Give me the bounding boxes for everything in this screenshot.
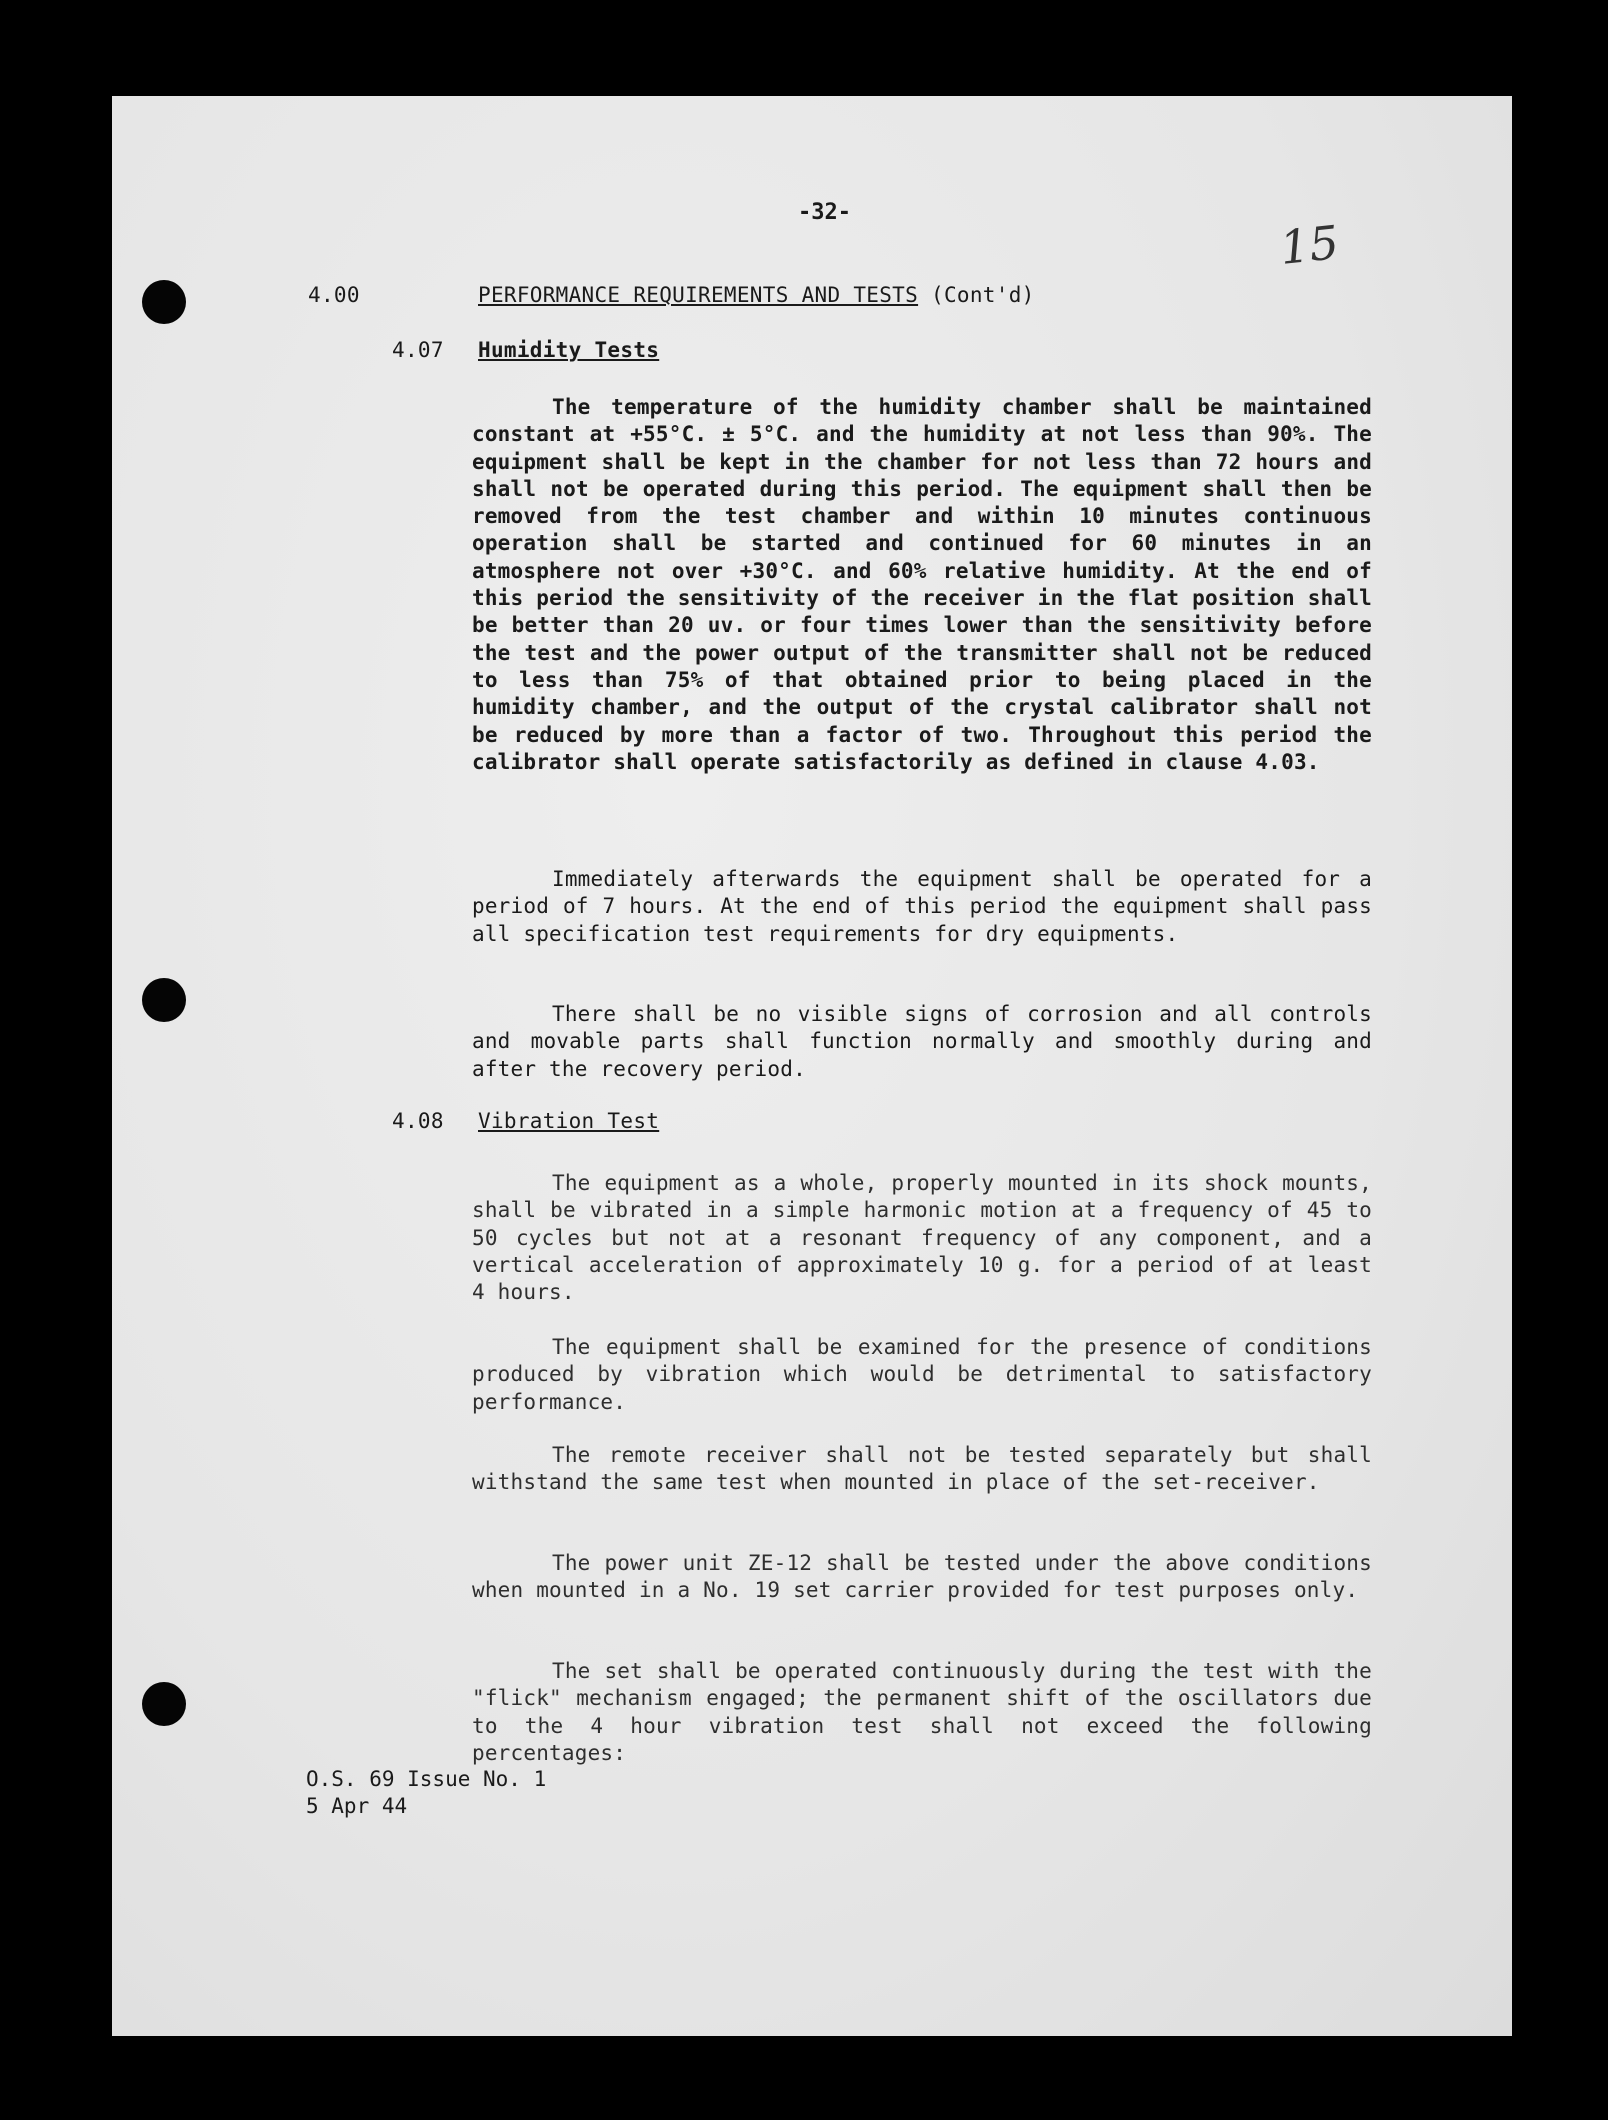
section-number: 4.00: [308, 283, 360, 307]
punch-hole: [142, 1682, 186, 1726]
vibration-paragraph-4: The power unit ZE-12 shall be tested under the above conditions when mounted in a No. 19 set carrier provided for test purposes only.: [472, 1551, 1372, 1603]
clause-heading-humidity: Humidity Tests: [478, 338, 660, 362]
footer-document-id: O.S. 69 Issue No. 1: [306, 1767, 547, 1791]
footer-date: 5 Apr 44: [306, 1794, 408, 1818]
punch-hole: [142, 978, 186, 1022]
document-page: [112, 96, 1512, 2036]
humidity-paragraph-3: There shall be no visible signs of corrosion and all controls and movable parts shall function normally and smoothly during and after the recovery period.: [472, 1002, 1372, 1081]
section-heading: [478, 282, 1035, 309]
page-number: -32-: [798, 200, 851, 225]
section-title-suffix: (Cont'd): [931, 283, 1035, 307]
clause-number-humidity: 4.07: [392, 338, 444, 362]
section-title: PERFORMANCE REQUIREMENTS AND TESTS: [478, 283, 919, 307]
vibration-paragraph-2: The equipment shall be examined for the presence of conditions produced by vibration which would be detrimental to satisfactory performance.: [472, 1335, 1372, 1414]
clause-heading-vibration: Vibration Test: [478, 1109, 660, 1133]
punch-hole: [142, 280, 186, 324]
humidity-paragraph-1: The temperature of the humidity chamber shall be maintained constant at +55°C. ± 5°C. and the humidity at not less than 90%. The equipment shall be kept in the chamber for not less than 72 hours and shall not be operated during this period. The equipment shall then be removed from the test chamber and within 10 minutes continuous operation shall be started and continued for 60 minutes in an atmosphere not over +30°C. and 60% relative humidity. At the end of this period the sensitivity of the receiver in the flat position shall be better than 20 uv. or four times lower than the sensitivity before the test and the power output of the transmitter shall not be reduced to less than 75% of that obtained prior to being placed in the humidity chamber, and the output of the crystal calibrator shall not be reduced by more than a factor of two. Throughout this period the calibrator shall operate satisfactorily as defined in clause 4.03.: [472, 395, 1372, 774]
vibration-paragraph-1: The equipment as a whole, properly mounted in its shock mounts, shall be vibrated in a simple harmonic motion at a frequency of 45 to 50 cycles but not at a resonant frequency of any component, and a vertical acceleration of approximately 10 g. for a period of at least 4 hours.: [472, 1171, 1372, 1305]
vibration-paragraph-3: The remote receiver shall not be tested separately but shall withstand the same test when mounted in place of the set-receiver.: [472, 1443, 1372, 1495]
humidity-paragraph-2: Immediately afterwards the equipment shall be operated for a period of 7 hours. At the end of this period the equipment shall pass all specification test requirements for dry equipments.: [472, 867, 1372, 946]
clause-number-vibration: 4.08: [392, 1109, 444, 1133]
vibration-paragraph-5: The set shall be operated continuously during the test with the "flick" mechanism engaged; the permanent shift of the oscillators due to the 4 hour vibration test shall not exceed the following percentages:: [472, 1659, 1372, 1765]
handwritten-margin-mark: 15: [1277, 215, 1342, 275]
